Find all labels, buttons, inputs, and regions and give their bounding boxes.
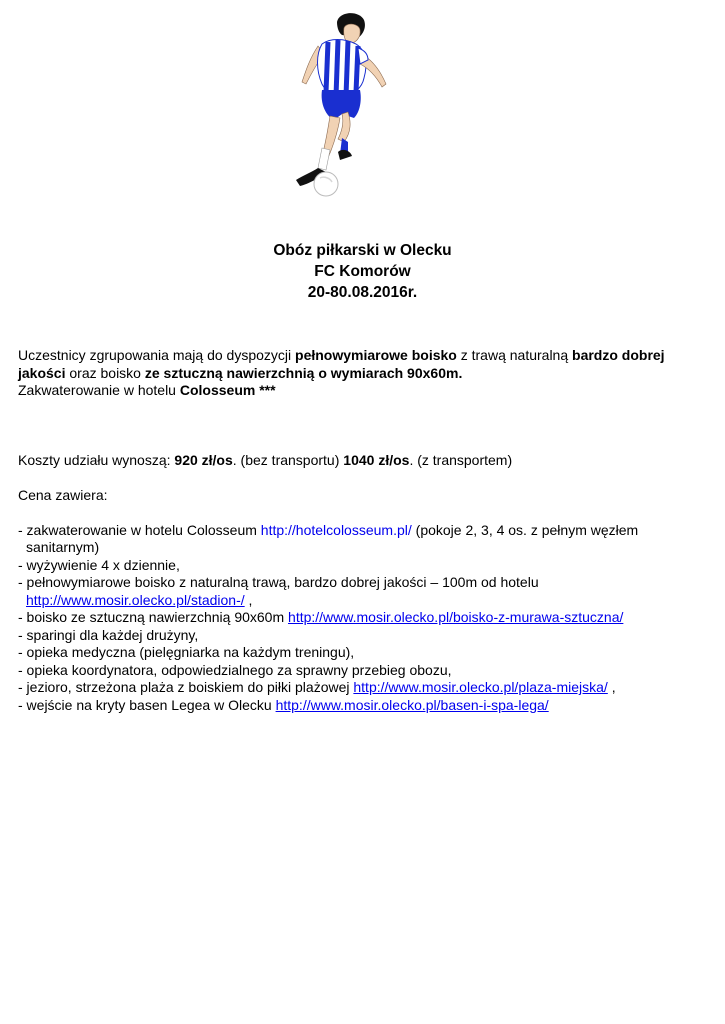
title-line-dates: 20-80.08.2016r. — [307, 284, 418, 301]
spacer — [18, 400, 678, 452]
list-item — [18, 522, 678, 557]
list-item-text: - pełnowymiarowe boisko z naturalną trawą, bardzo dobrej jakości – 100m od hotelu — [18, 574, 539, 590]
includes-list — [18, 522, 678, 715]
intro-bold: bardzo dobrej jakości — [18, 347, 665, 381]
list-item-text: - zakwaterowanie w hotelu Colosseum — [18, 521, 261, 538]
includes-heading: Cena zawiera: — [18, 486, 108, 503]
hotel-link[interactable]: http://hotelcolosseum.pl/ — [260, 521, 412, 538]
list-item-text: - wejście na kryty basen Legea w Olecku — [18, 696, 276, 713]
spacer — [18, 469, 678, 487]
costs-text: . (bez transportu) — [232, 451, 344, 468]
intro-bold: pełnowymiarowe boisko — [295, 347, 457, 363]
list-item-text: - jezioro, strzeżona plaża z boiskiem do piłki plażowej — [18, 679, 354, 695]
price-without-transport: 920 zł/os — [174, 451, 233, 468]
stadium-link[interactable]: http://www.mosir.olecko.pl/stadion-/ — [26, 591, 245, 608]
document-body — [18, 347, 678, 714]
list-item — [18, 609, 678, 627]
artificial-pitch-link[interactable]: http://www.mosir.olecko.pl/boisko-z-murawa-sztuczna/ — [288, 609, 624, 625]
intro-text: oraz boisko — [65, 364, 145, 381]
list-item-text: (pokoje 2, 3, 4 os. z pełnym węzłem sanitarnym) — [26, 521, 639, 555]
price-with-transport: 1040 zł/os — [343, 451, 410, 468]
pool-link[interactable]: http://www.mosir.olecko.pl/basen-i-spa-lega/ — [275, 696, 549, 713]
accommodation-text: Zakwaterowanie w hotelu — [18, 382, 180, 398]
costs-text: Koszty udziału wynoszą: — [18, 451, 175, 468]
list-item: - sparingi dla każdej drużyny, — [18, 626, 199, 643]
list-item: - opieka medyczna (pielęgniarka na każdym treningu), — [18, 644, 355, 660]
list-item-text: - boisko ze sztuczną nawierzchnią 90x60m — [18, 609, 289, 625]
list-item-text: , — [607, 679, 616, 695]
intro-bold: ze sztuczną nawierzchnią o wymiarach 90x60m. — [144, 364, 463, 381]
list-item: - opieka koordynatora, odpowiedzialnego za sprawny przebieg obozu, — [18, 661, 452, 678]
document-title — [0, 240, 725, 303]
list-item — [18, 697, 678, 715]
intro-paragraph — [18, 347, 678, 382]
title-line-camp: Obóz piłkarski w Olecku — [273, 242, 452, 259]
list-item: - wyżywienie 4 x dziennie, — [18, 556, 180, 573]
intro-text: Uczestnicy zgrupowania mają do dyspozycji — [18, 347, 296, 363]
list-item-text: , — [244, 591, 253, 608]
costs-text: . (z transportem) — [409, 451, 513, 468]
hotel-name: Colosseum *** — [179, 382, 276, 398]
accommodation-line — [18, 382, 678, 400]
beach-link[interactable]: http://www.mosir.olecko.pl/plaza-miejska/ — [353, 679, 608, 695]
list-item — [18, 679, 678, 697]
title-line-club: FC Komorów — [314, 263, 411, 280]
spacer — [18, 504, 678, 522]
list-item — [18, 574, 678, 609]
intro-text: z trawą naturalną — [456, 347, 573, 363]
football-player-illustration — [282, 8, 392, 198]
costs-paragraph — [18, 452, 678, 470]
